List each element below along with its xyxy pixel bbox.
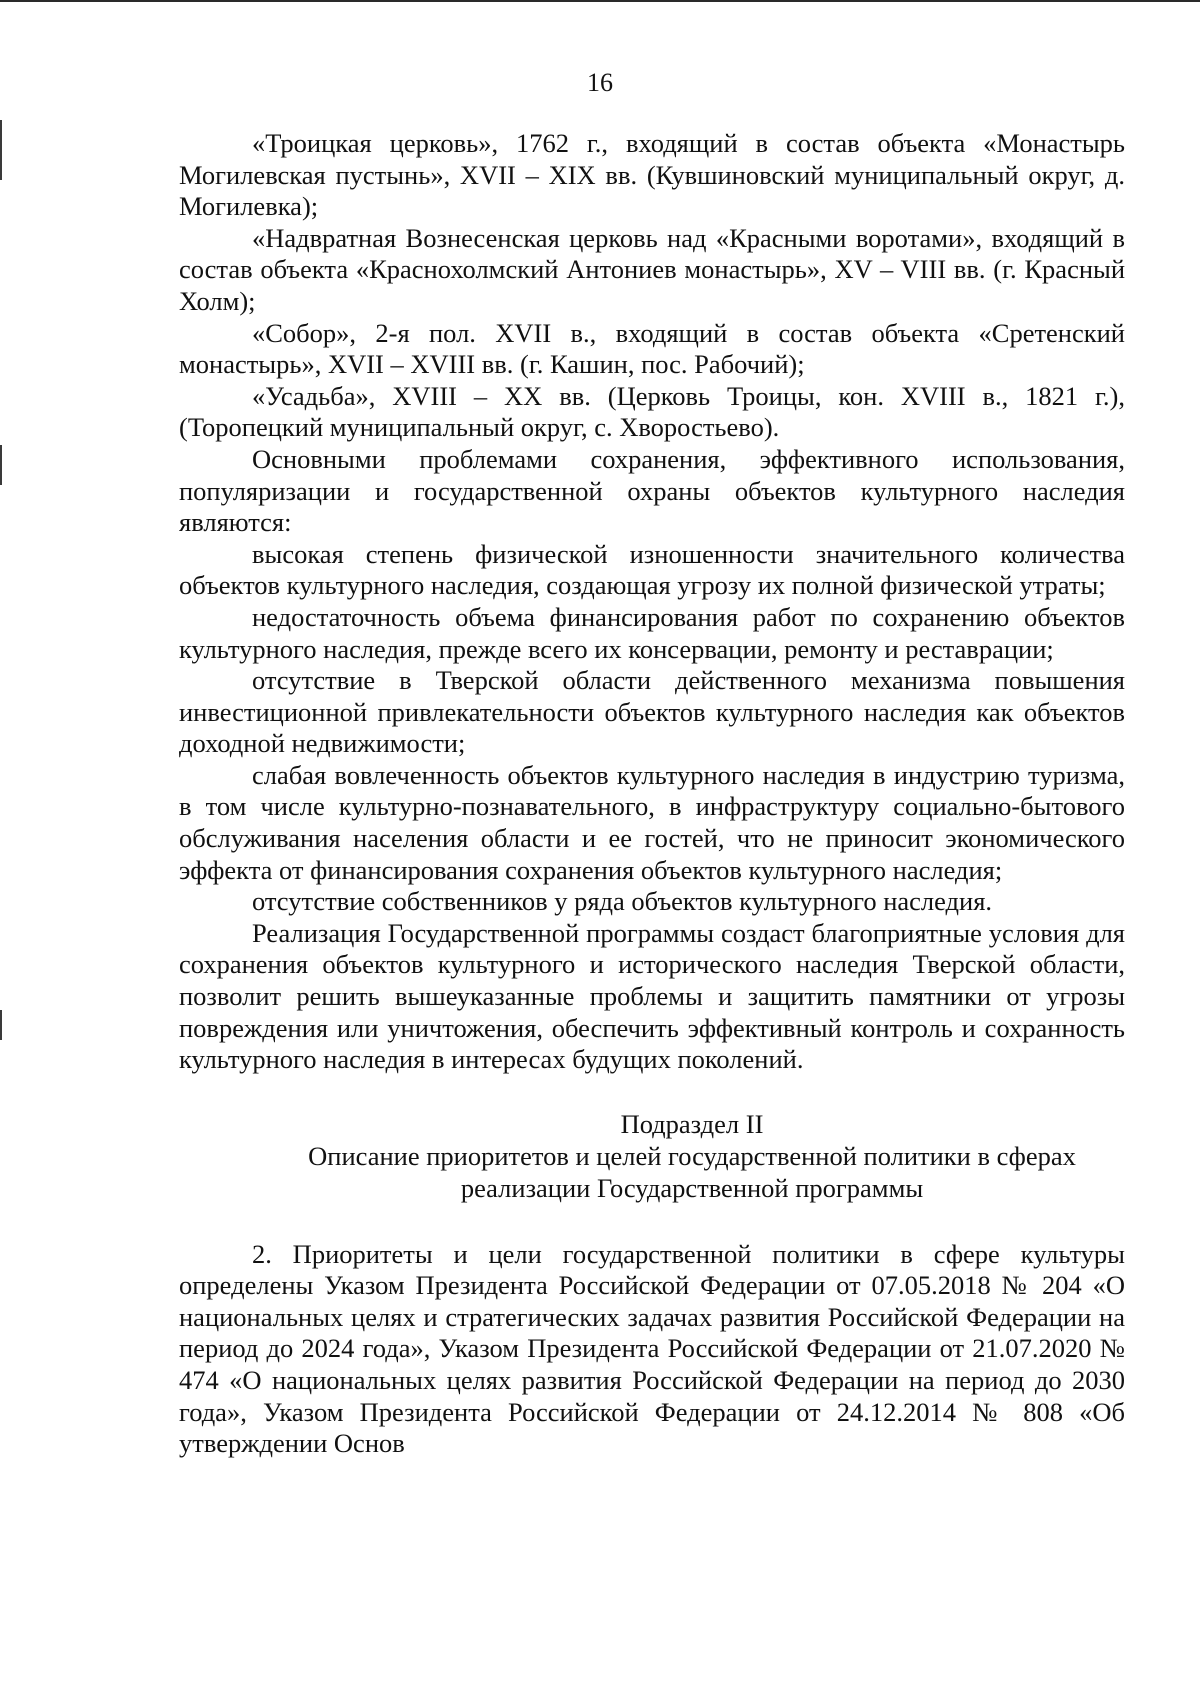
paragraph-problem-owners: отсутствие собственников у ряда объектов культурного наследия. xyxy=(252,886,993,917)
paragraph-priorities: 2. Приоритеты и цели государственной политики в сфере культуры определены Указом Президента Российской Федерации от 07.05.2018 № 204 «О национальных целях и стратегических задачах развития Российской Федерации на период до 2024 года», Указом Президента Российской Федерации от 21.07.2020 № 474 «О национальных целях развития Российской Федерации на период до 2030 года», Указом Президента Российской Федерации от 24.12.2014 № 808 «Об утверждении Основ xyxy=(179,1238,1125,1459)
scan-top-edge xyxy=(0,0,1200,2)
paragraph-program-outcome: Реализация Государственной программы создаст благоприятные условия для сохранения объектов культурного и исторического наследия Тверской области, позволит решить вышеуказанные проблемы и защитить памятники от угрозы повреждения или уничтожения, обеспечить эффективный контроль и сохранность культурного наследия в интересах будущих поколений. xyxy=(179,917,1125,1075)
page-number: 16 xyxy=(587,68,613,97)
paragraph-problem-tourism: слабая вовлеченность объектов культурного наследия в индустрию туризма, в том числе культурно-познавательного, в инфраструктуру социально-бытового обслуживания населения области и ее гостей, что не приносит экономического эффекта от финансирования сохранения объектов культурного наследия; xyxy=(179,759,1125,885)
section-label: Подраздел II xyxy=(620,1108,764,1139)
paragraph-main-problems: Основными проблемами сохранения, эффективного использования, популяризации и государственной охраны объектов культурного наследия являются: xyxy=(179,443,1125,538)
paragraph-gate-church: «Надвратная Вознесенская церковь над «Красными воротами», входящий в состав объекта «Краснохолмский Антониев монастырь», XV – VIII вв. (г. Красный Холм); xyxy=(179,222,1125,316)
paragraph-problem-wear: высокая степень физической изношенности значительного количества объектов культурного наследия, создающая угрозу их полной физической утраты; xyxy=(179,538,1125,601)
paragraph-estate: «Усадьба», XVIII – XX вв. (Церковь Троицы, кон. XVIII в., 1821 г.), (Торопецкий муниципальный округ, с. Хворостьево). xyxy=(179,380,1125,443)
scan-margin-mark xyxy=(0,445,2,485)
paragraph-cathedral: «Собор», 2-я пол. XVII в., входящий в состав объекта «Сретенский монастырь», XVII – XVIII вв. (г. Кашин, пос. Рабочий); xyxy=(179,317,1125,380)
paragraph-problem-funding: недостаточность объема финансирования работ по сохранению объектов культурного наследия, прежде всего их консервации, ремонту и реставрации; xyxy=(179,601,1125,664)
paragraph-trinity-church: «Троицкая церковь», 1762 г., входящий в состав объекта «Монастырь Могилевская пустынь», XVII – XIX вв. (Кувшиновский муниципальный округ, д. Могилевка); xyxy=(179,128,1125,222)
document-body xyxy=(179,128,1125,1460)
scan-margin-mark xyxy=(0,120,2,180)
section-title: Описание приоритетов и целей государственной политики в сферах реализации Государственной программы xyxy=(308,1141,1076,1203)
paragraph-problem-investment: отсутствие в Тверской области действенного механизма повышения инвестиционной привлекательности объектов культурного наследия как объектов доходной недвижимости; xyxy=(179,665,1125,759)
scan-margin-mark xyxy=(0,1010,2,1040)
